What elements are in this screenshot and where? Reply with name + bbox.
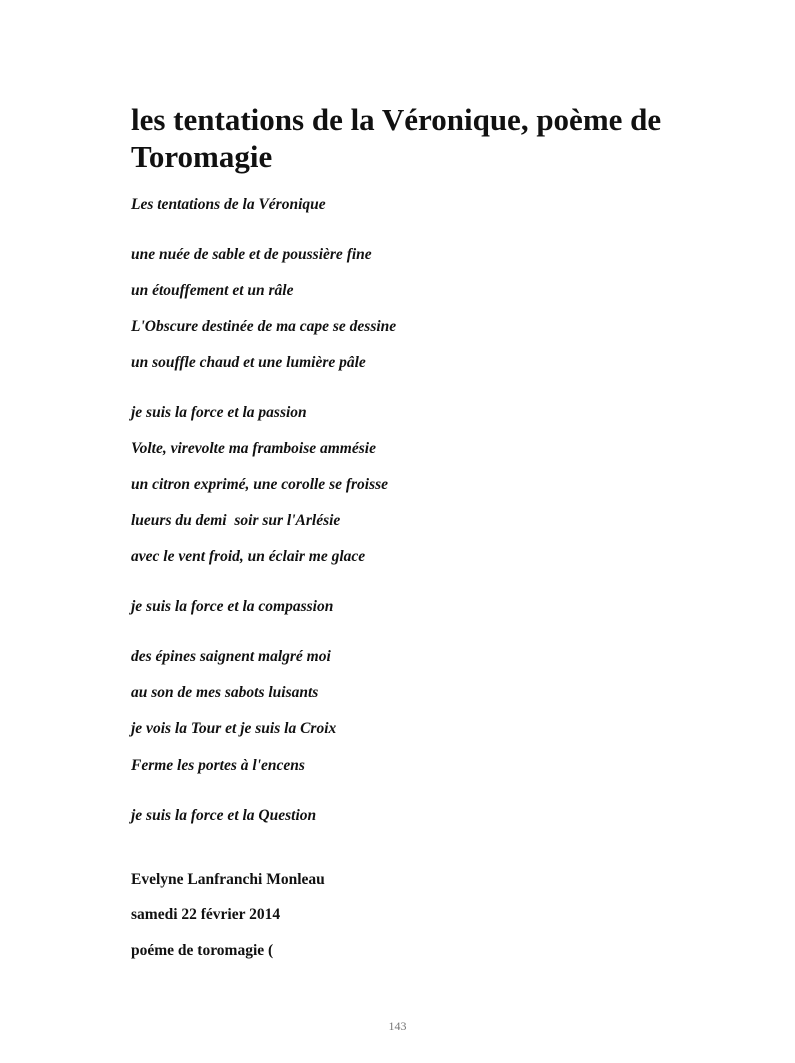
poem-line: une nuée de sable et de poussière fine [131, 246, 372, 263]
author-name: Evelyne Lanfranchi Monleau [131, 871, 325, 888]
poem-line: je vois la Tour et je suis la Croix [131, 720, 337, 737]
poem-line: Ferme les portes à l'encens [131, 757, 305, 774]
poem-line: au son de mes sabots luisants [131, 684, 319, 701]
publication-date: samedi 22 février 2014 [131, 906, 281, 923]
page-number: 143 [388, 1019, 407, 1033]
poem-line: L'Obscure destinée de ma cape se dessine [131, 318, 397, 335]
poem-line: lueurs du demi soir sur l'Arlésie [131, 512, 341, 529]
category-label: poéme de toromagie ( [131, 942, 274, 959]
poem-line: un souffle chaud et une lumière pâle [131, 354, 366, 371]
poem-line: Volte, virevolte ma framboise ammésie [131, 440, 376, 457]
poem-line: des épines saignent malgré moi [131, 648, 331, 665]
poem-heading: Les tentations de la Véronique [131, 196, 326, 213]
poem-line: je suis la force et la passion [131, 404, 307, 421]
page-title: les tentations de la Véronique, poème de Toromagie [131, 102, 662, 174]
poem-line: avec le vent froid, un éclair me glace [131, 548, 366, 565]
poem-refrain: je suis la force et la compassion [131, 598, 334, 615]
poem-refrain: je suis la force et la Question [131, 807, 317, 824]
poem-line: un citron exprimé, une corolle se froisse [131, 476, 389, 493]
poem-line: un étouffement et un râle [131, 282, 294, 299]
